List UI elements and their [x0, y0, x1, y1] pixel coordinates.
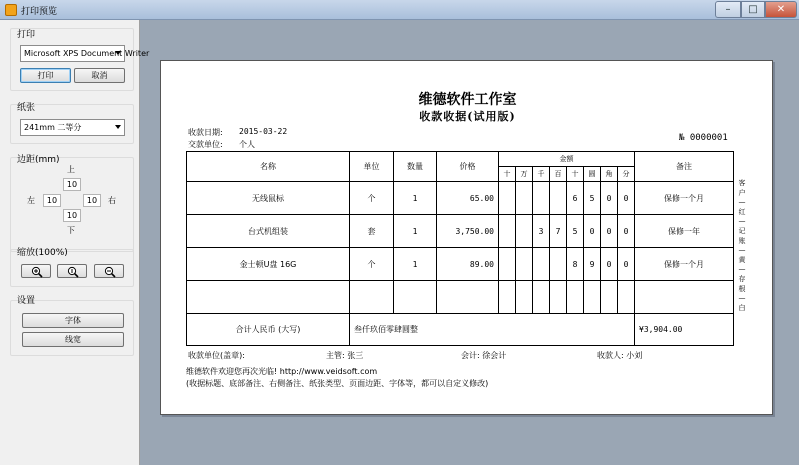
- date-label: 收款日期:: [188, 128, 223, 137]
- print-preview-page: [160, 60, 773, 415]
- amount-digit: [550, 248, 567, 281]
- payer-label: 交款单位:: [188, 140, 223, 149]
- amount-digit: 0: [618, 248, 635, 281]
- digit-header: 百: [550, 167, 567, 182]
- window-titlebar: [0, 0, 799, 20]
- item-note: 保修一个月: [635, 248, 734, 281]
- item-unit: 个: [350, 248, 394, 281]
- welcome-note: 维德软件欢迎您再次光临! http://www.veidsoft.com: [186, 367, 378, 376]
- payer-value: 个人: [239, 140, 255, 149]
- digit-header: 角: [601, 167, 618, 182]
- amount-digit: [516, 182, 533, 215]
- amount-digit: [550, 182, 567, 215]
- settings-group: [10, 300, 134, 356]
- item-unit: 套: [350, 215, 394, 248]
- digit-header: 十: [567, 167, 584, 182]
- zoom-in-button[interactable]: [21, 264, 51, 278]
- item-price: 3,750.00: [437, 215, 499, 248]
- margin-bottom-label: 下: [67, 226, 75, 235]
- margin-bottom-input[interactable]: 10: [63, 209, 81, 222]
- zoom-in-icon: [31, 266, 43, 278]
- receipt-number: № 0000001: [679, 133, 728, 143]
- zoom-out-icon: [104, 266, 116, 278]
- header-name: 名称: [187, 152, 350, 182]
- item-name: 金士顿U盘 16G: [187, 248, 350, 281]
- amount-digit: [499, 215, 516, 248]
- printer-select[interactable]: Microsoft XPS Document Writer: [20, 45, 125, 62]
- header-note: 备注: [635, 152, 734, 182]
- margin-right-input[interactable]: 10: [83, 194, 101, 207]
- total-row: [187, 314, 734, 346]
- total-label: 合计人民币 (大写): [187, 314, 350, 346]
- copy-color-note: 客户—红—记账—黄—存根—白: [738, 179, 746, 312]
- item-name: 台式机组装: [187, 215, 350, 248]
- zoom-group-label: 缩放(100%): [17, 248, 68, 258]
- zoom-out-button[interactable]: [94, 264, 124, 278]
- chevron-down-icon: [115, 51, 121, 55]
- minimize-button[interactable]: –: [715, 1, 741, 18]
- amount-digit: 0: [618, 182, 635, 215]
- receipt-table: [186, 151, 734, 346]
- item-qty: 1: [394, 248, 437, 281]
- item-unit: 个: [350, 182, 394, 215]
- zoom-actual-size-button[interactable]: [57, 264, 87, 278]
- table-row: [187, 215, 734, 248]
- digit-header: 十: [499, 167, 516, 182]
- accountant-label: 会计: 徐会计: [461, 351, 507, 360]
- amount-digit: [499, 182, 516, 215]
- settings-group-label: 设置: [17, 296, 36, 306]
- item-note: 保修一年: [635, 215, 734, 248]
- margin-group-label: 边距(mm): [17, 155, 60, 165]
- receiver-label: 收款人: 小刘: [597, 351, 643, 360]
- amount-digit: 7: [550, 215, 567, 248]
- customization-note: (收据标题、底部备注、右侧备注、纸张类型、页面边距、字体等，都可以自定义修改): [186, 379, 489, 388]
- amount-digit: 0: [584, 215, 601, 248]
- date-value: 2015-03-22: [239, 127, 288, 136]
- table-row: [187, 248, 734, 281]
- item-note: 保修一个月: [635, 182, 734, 215]
- amount-digit: 0: [601, 215, 618, 248]
- digit-header: 圆: [584, 167, 601, 182]
- header-price: 价格: [437, 152, 499, 182]
- margin-left-input[interactable]: 10: [43, 194, 61, 207]
- digit-header: 千: [533, 167, 550, 182]
- margin-left-label: 左: [27, 196, 35, 205]
- amount-digit: 0: [601, 182, 618, 215]
- settings-panel: [0, 20, 150, 465]
- total-amount: ¥3,904.00: [635, 314, 734, 346]
- paper-group-label: 纸张: [17, 103, 36, 113]
- item-price: 65.00: [437, 182, 499, 215]
- amount-digit: 3: [533, 215, 550, 248]
- receipt-title: 收款收据(试用版): [419, 110, 516, 123]
- print-group-label: 打印: [17, 30, 36, 40]
- zoom-reset-icon: [67, 266, 79, 278]
- close-button[interactable]: ✕: [765, 1, 797, 18]
- item-name: 无线鼠标: [187, 182, 350, 215]
- table-row: [187, 182, 734, 215]
- paper-size-select[interactable]: 241mm 二等分: [20, 119, 125, 136]
- amount-digit: [516, 215, 533, 248]
- item-qty: 1: [394, 215, 437, 248]
- amount-digit: 5: [584, 182, 601, 215]
- digit-header: 分: [618, 167, 635, 182]
- margin-top-input[interactable]: 10: [63, 178, 81, 191]
- amount-digit: 0: [618, 215, 635, 248]
- amount-digit: [533, 248, 550, 281]
- digit-header: 万: [516, 167, 533, 182]
- supervisor-label: 主管: 张三: [326, 351, 364, 360]
- amount-digit: [533, 182, 550, 215]
- amount-digit: 9: [584, 248, 601, 281]
- font-button[interactable]: 字体: [22, 313, 124, 328]
- chevron-down-icon: [115, 125, 121, 129]
- margin-right-label: 右: [108, 196, 116, 205]
- app-icon: [5, 4, 17, 16]
- company-title: 维德软件工作室: [418, 92, 517, 108]
- header-qty: 数量: [394, 152, 437, 182]
- amount-digit: 8: [567, 248, 584, 281]
- cancel-button[interactable]: 取消: [74, 68, 125, 83]
- total-in-words: 叁仟玖佰零肆圆整: [350, 314, 635, 346]
- print-button[interactable]: 打印: [20, 68, 71, 83]
- item-qty: 1: [394, 182, 437, 215]
- header-unit: 单位: [350, 152, 394, 182]
- amount-digit: 0: [601, 248, 618, 281]
- maximize-button[interactable]: □: [741, 1, 765, 18]
- payee-unit-label: 收款单位(盖章):: [188, 351, 245, 360]
- window-title: 打印预览: [21, 7, 58, 17]
- amount-digit: [516, 248, 533, 281]
- amount-digit: 6: [567, 182, 584, 215]
- table-row-empty: [187, 281, 734, 314]
- line-width-button[interactable]: 线宽: [22, 332, 124, 347]
- amount-digit: 5: [567, 215, 584, 248]
- margin-top-label: 上: [67, 165, 75, 174]
- item-price: 89.00: [437, 248, 499, 281]
- amount-digit: [499, 248, 516, 281]
- header-amount: 金额: [499, 152, 635, 167]
